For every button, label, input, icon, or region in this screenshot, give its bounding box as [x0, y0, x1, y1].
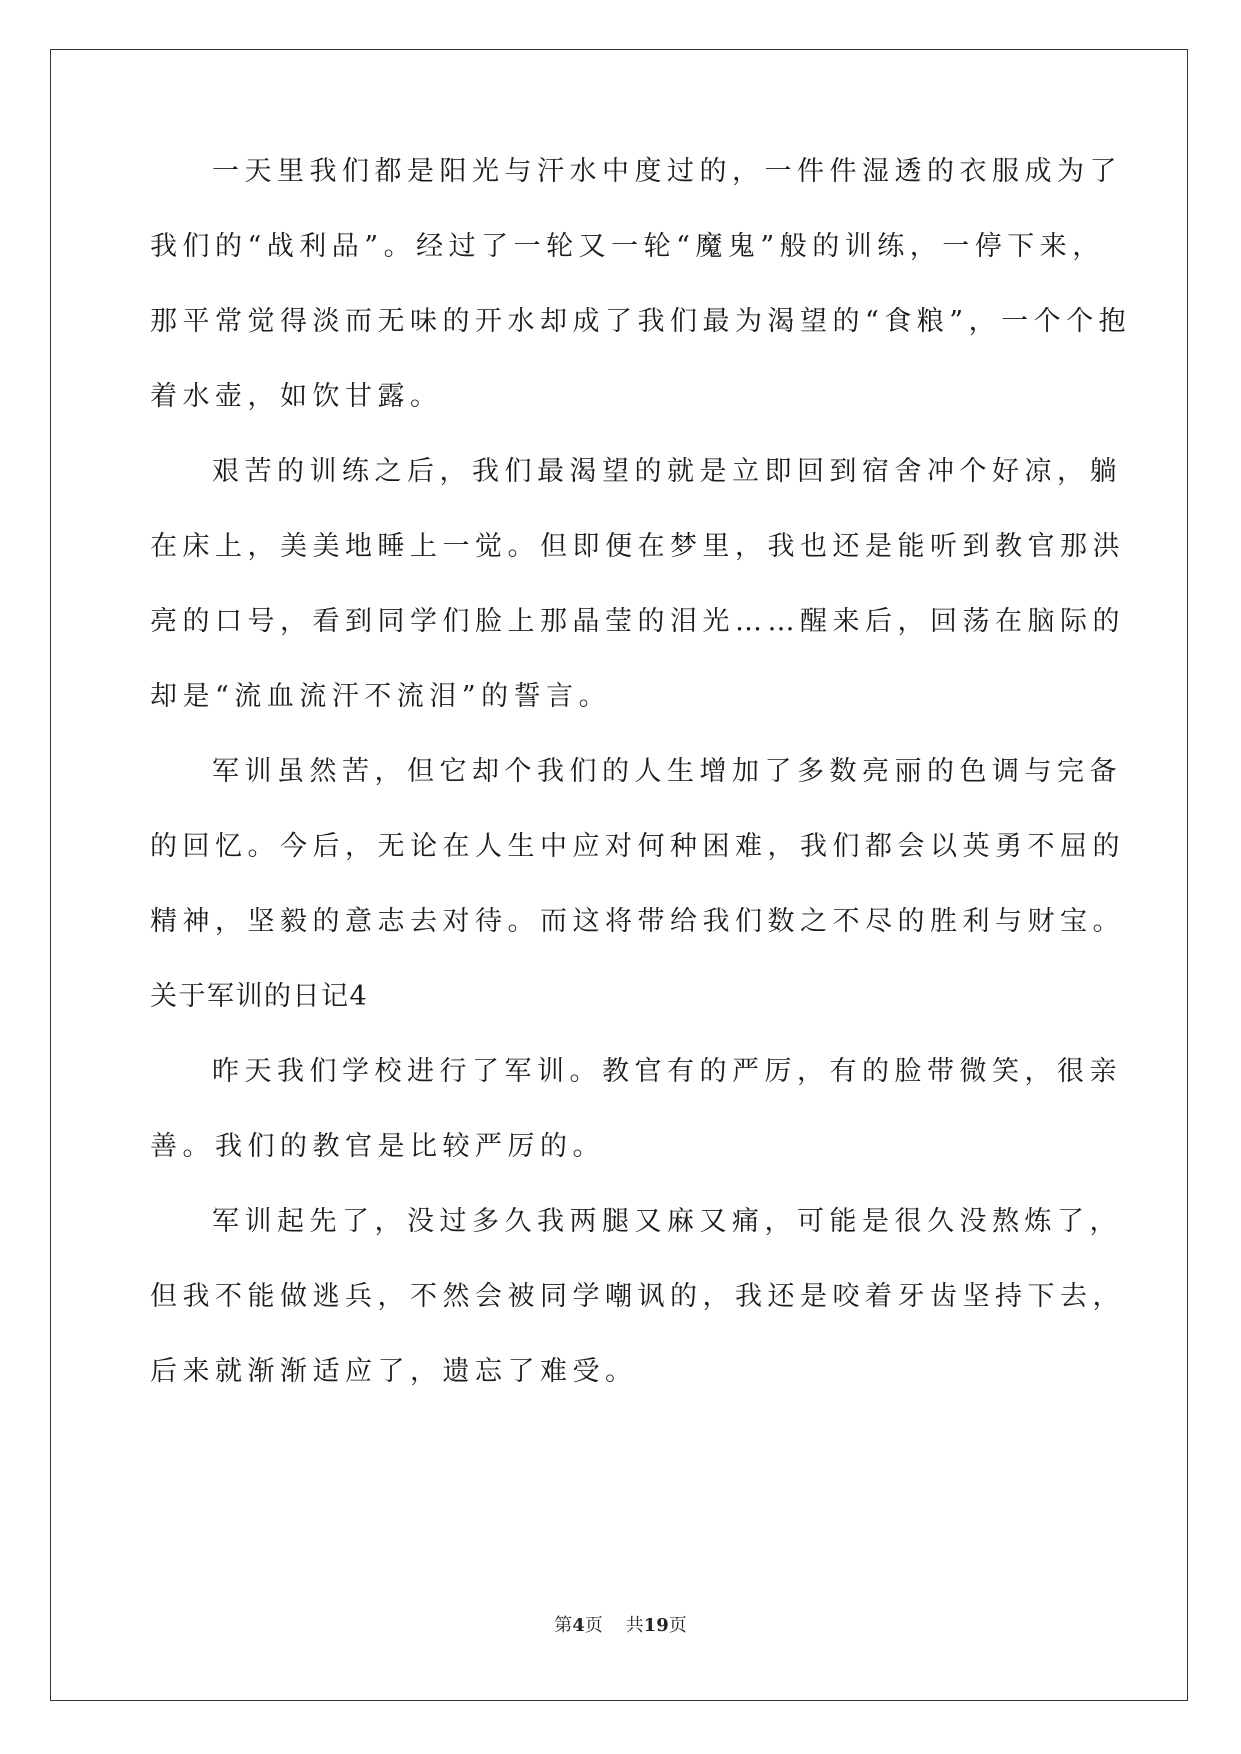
paragraph-line: 精神，坚毅的意志去对待。而这将带给我们数之不尽的胜利与财宝。: [150, 906, 1125, 937]
total-page-number: 19: [643, 1615, 669, 1636]
paragraph-line: 那平常觉得淡而无味的开水却成了我们最为渴望的“食粮”，一个个抱: [150, 306, 1132, 337]
paragraph-line: 着水壶，如饮甘露。: [150, 381, 443, 412]
paragraph-line: 善。我们的教官是比较严厉的。: [150, 1131, 605, 1162]
paragraph-line: 在床上，美美地睡上一觉。但即便在梦里，我也还是能听到教官那洪: [150, 531, 1125, 562]
paragraph-line: 我们的“战利品”。经过了一轮又一轮“魔鬼”般的训练，一停下来，: [150, 231, 1105, 262]
paragraph-line: 艰苦的训练之后，我们最渴望的就是立即回到宿舍冲个好凉，躺: [212, 456, 1122, 487]
footer-prefix: 第: [554, 1615, 573, 1636]
footer-total-suffix: 页: [668, 1615, 687, 1636]
paragraph-line: 一天里我们都是阳光与汗水中度过的，一件件湿透的衣服成为了: [212, 156, 1122, 187]
paragraph-line: 军训起先了，没过多久我两腿又麻又痛，可能是很久没熬炼了，: [212, 1206, 1122, 1237]
page-border: [50, 49, 1188, 1701]
footer-page-suffix: 页: [584, 1615, 603, 1636]
paragraph-line: 军训虽然苦，但它却个我们的人生增加了多数亮丽的色调与完备: [212, 756, 1122, 787]
paragraph-line: 但我不能做逃兵，不然会被同学嘲讽的，我还是咬着牙齿坚持下去，: [150, 1281, 1125, 1312]
current-page-number: 4: [572, 1615, 585, 1636]
paragraph-line: 后来就渐渐适应了，遗忘了难受。: [150, 1356, 638, 1387]
section-heading: 关于军训的日记4: [150, 981, 369, 1012]
paragraph-line: 亮的口号，看到同学们脸上那晶莹的泪光……醒来后，回荡在脑际的: [150, 606, 1125, 637]
paragraph-line: 的回忆。今后，无论在人生中应对何种困难，我们都会以英勇不屈的: [150, 831, 1125, 862]
footer-total-prefix: 共: [625, 1615, 644, 1636]
paragraph-line: 昨天我们学校进行了军训。教官有的严厉，有的脸带微笑，很亲: [212, 1056, 1122, 1087]
page-footer: [0, 1611, 1241, 1637]
paragraph-line: 却是“流血流汗不流泪”的誓言。: [150, 681, 612, 712]
